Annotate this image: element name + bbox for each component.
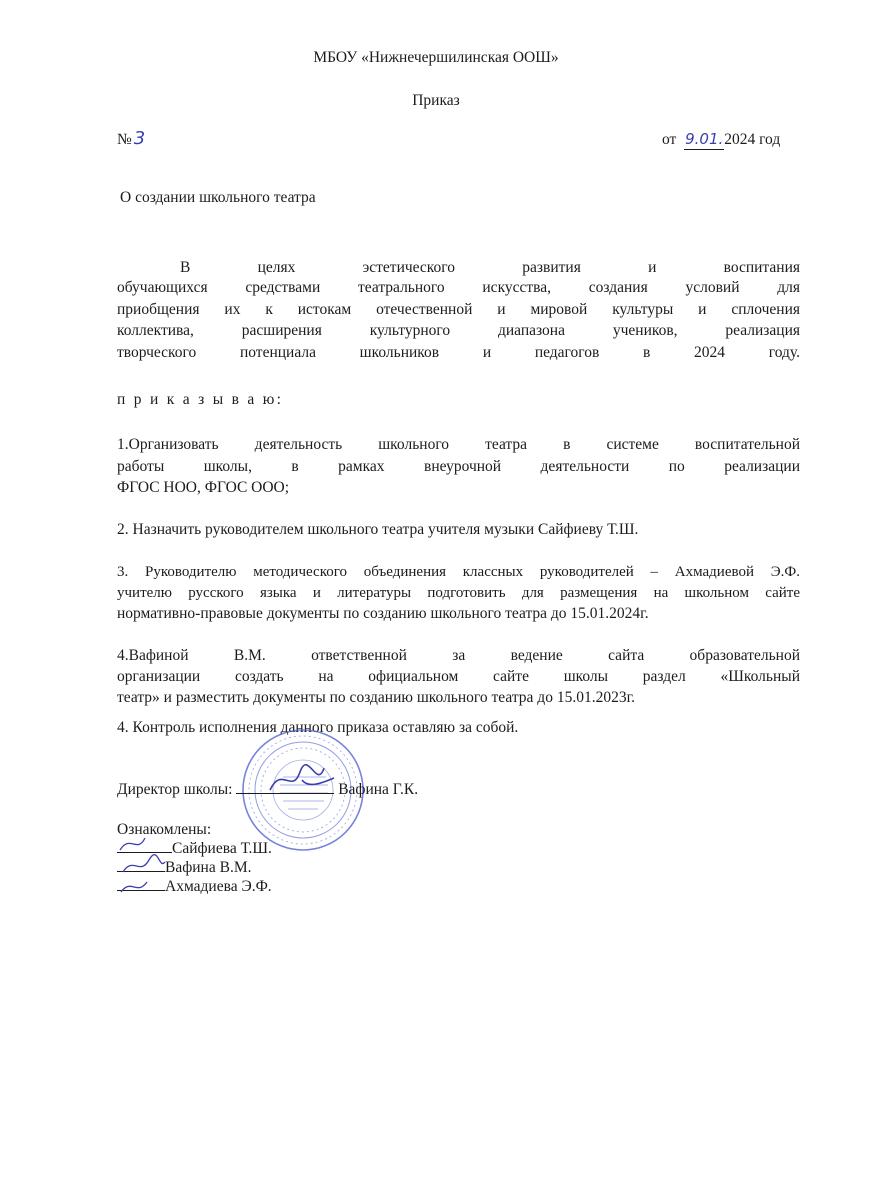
order-number bbox=[117, 129, 145, 150]
preamble-line: обучающихся средствами театрального искусства, создания условий для bbox=[117, 279, 800, 296]
order-date bbox=[662, 129, 780, 150]
order-number-prefix: № bbox=[117, 131, 132, 148]
acknowledged-name: Сайфиева Т.Ш. bbox=[172, 840, 272, 857]
preamble-line: приобщения их к истокам отечественной и мировой культуры и сплочения bbox=[117, 301, 800, 318]
director-name: Вафина Г.К. bbox=[338, 781, 419, 798]
item-line: 3. Руководителю методического объединения классных руководителей – Ахмадиевой Э.Ф. bbox=[117, 564, 800, 580]
order-subject: О создании школьного театра bbox=[120, 189, 316, 206]
acknowledged-label: Ознакомлены: bbox=[117, 821, 212, 838]
preamble-line: коллектива, расширения культурного диапазона учеников, реализация bbox=[117, 322, 800, 339]
item-line: учителю русского языка и литературы подготовить для размещения на школьном сайте bbox=[117, 585, 800, 601]
preamble-line: В целях эстетического развития и воспитания bbox=[180, 259, 800, 276]
item-line: нормативно-правовые документы по созданию школьного театра до 15.01.2024г. bbox=[117, 605, 649, 622]
order-date-handwritten: 9.01. bbox=[685, 130, 724, 148]
item-line: ФГОС НОО, ФГОС ООО; bbox=[117, 479, 290, 496]
acknowledged-signatures-scribble bbox=[115, 832, 175, 898]
item-line: 1.Организовать деятельность школьного театра в системе воспитательной bbox=[117, 436, 800, 453]
director-signature-scribble bbox=[262, 760, 342, 800]
order-number-handwritten: 3 bbox=[133, 128, 146, 149]
order-date-suffix: 2024 год bbox=[724, 131, 781, 148]
acknowledged-name: Вафина В.М. bbox=[165, 859, 252, 876]
item-line: 2. Назначить руководителем школьного театра учителя музыки Сайфиеву Т.Ш. bbox=[117, 521, 639, 538]
item-line: 4.Вафиной В.М. ответственной за ведение сайта образовательной bbox=[117, 647, 800, 664]
school-name: МБОУ «Нижнечершилинская ООШ» bbox=[313, 49, 559, 66]
item-line: театр» и разместить документы по созданию школьного театра до 15.01.2023г. bbox=[117, 689, 636, 706]
item-line: организации создать на официальном сайте школы раздел «Школьный bbox=[117, 668, 800, 685]
order-word: п р и к а з ы в а ю: bbox=[117, 391, 284, 408]
item-line: работы школы, в рамках внеурочной деятельности по реализации bbox=[117, 458, 800, 475]
document-type-title: Приказ bbox=[412, 92, 460, 109]
item-line: 4. Контроль исполнения данного приказа оставляю за собой. bbox=[117, 719, 519, 736]
acknowledged-name: Ахмадиева Э.Ф. bbox=[165, 878, 272, 895]
preamble-line: творческого потенциала школьников и педагогов в 2024 году. bbox=[117, 344, 800, 361]
order-date-prefix: от bbox=[662, 131, 677, 148]
director-label: Директор школы: bbox=[117, 781, 233, 798]
